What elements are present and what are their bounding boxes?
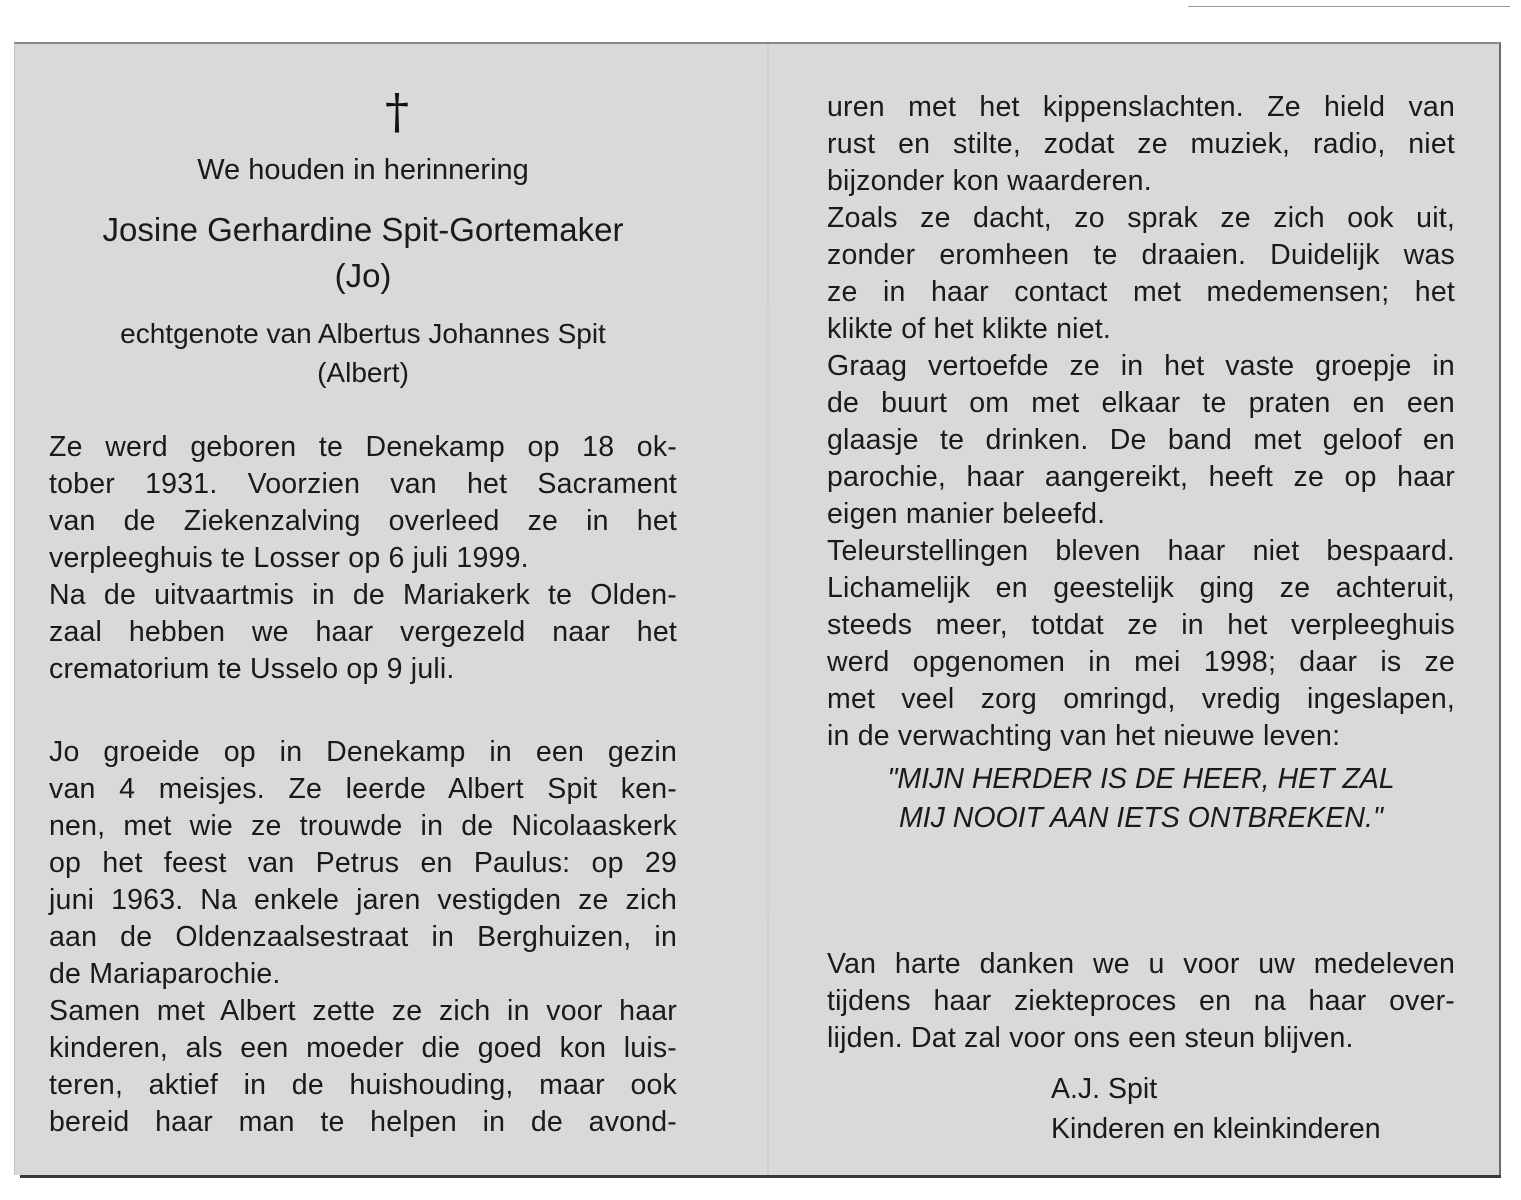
text-line: zonder eromheen te draaien. Duidelijk was [827,239,1455,271]
deceased-name: Josine Gerhardine Spit-Gortemaker [102,211,624,248]
text-line: van de Ziekenzalving overleed ze in het [49,505,677,537]
text-line: nen, met wie ze trouwde in de Nicolaaskerk [49,810,677,842]
text-line: teren, aktief in de huishouding, maar ook [49,1069,677,1101]
text-line: parochie, haar aangereikt, heeft ze op haar [827,461,1455,493]
spouse-nickname: (Albert) [317,357,409,388]
bio-continuation [827,89,1455,755]
thanks-paragraph [827,946,1455,1057]
text-line: klikte of het klikte niet. [827,313,1111,345]
text-line: met veel zorg omringd, vredig ingeslapen, [827,683,1455,715]
text-line: aan de Oldenzaalsestraat in Berghuizen, in [49,921,677,953]
text-line: Graag vertoefde ze in het vaste groepje in [827,350,1455,382]
text-line: Na de uitvaartmis in de Mariakerk te Olden- [49,579,677,611]
text-line: bereid haar man te helpen in de avond- [49,1106,677,1138]
text-line: werd opgenomen in mei 1998; daar is ze [827,646,1455,678]
text-line: steeds meer, totdat ze in het verpleeghuis [827,609,1455,641]
text-line: tijdens haar ziekteproces en na haar over- [827,985,1455,1017]
text-line: eigen manier beleefd. [827,498,1106,530]
text-line: Jo groeide op in Denekamp in een gezin [49,736,677,768]
text-line: Samen met Albert zette ze zich in voor haar [49,995,677,1027]
memorial-card [14,42,1501,1175]
text-line: Lichamelijk en geestelijk ging ze achteruit, [827,572,1455,604]
card-fold [767,44,769,1175]
text-line: op het feest van Petrus en Paulus: op 29 [49,847,677,879]
card-bottom-edge [20,1175,1501,1178]
signature-name: A.J. Spit [1051,1073,1158,1105]
text-line: de buurt om met elkaar te praten en een [827,387,1455,419]
text-line: in de verwachting van het nieuwe leven: [827,720,1341,752]
text-line: crematorium te Usselo op 9 juli. [49,653,455,685]
text-line: de Mariaparochie. [49,958,281,990]
psalm-quote-line-2: MIJ NOOIT AAN IETS ONTBREKEN." [898,802,1384,834]
text-line: ze in haar contact met medemensen; het [827,276,1455,308]
text-line: Zoals ze dacht, zo sprak ze zich ook uit, [827,202,1455,234]
signature-family: Kinderen en kleinkinderen [1051,1113,1381,1145]
text-line: kinderen, als een moeder die goed kon luis- [49,1032,677,1064]
text-line: juni 1963. Na enkele jaren vestigden ze zich [49,884,677,916]
text-line: Ze werd geboren te Denekamp op 18 ok- [49,431,677,463]
psalm-quote-line-1: "MIJN HERDER IS DE HEER, HET ZAL [887,763,1395,795]
text-line: zaal hebben we haar vergezeld naar het [49,616,677,648]
text-line: lijden. Dat zal voor ons een steun blijven. [827,1022,1354,1054]
bio-paragraph-1 [49,429,677,688]
text-line: Van harte danken we u voor uw medeleven [827,948,1455,980]
bio-paragraph-2 [49,734,677,1141]
text-line: uren met het kippenslachten. Ze hield van [827,91,1455,123]
text-line: glaasje te drinken. De band met geloof en [827,424,1455,456]
text-line: rust en stilte, zodat ze muziek, radio, niet [827,128,1455,160]
text-line: Teleurstellingen bleven haar niet bespaard. [827,535,1455,567]
text-line: verpleeghuis te Losser op 6 juli 1999. [49,542,529,574]
scan-edge-line [1188,6,1510,7]
cross-icon: † [385,84,409,140]
remembrance-heading: We houden in herinnering [197,154,529,186]
deceased-nickname: (Jo) [334,257,392,294]
spouse-line: echtgenote van Albertus Johannes Spit [120,318,606,349]
text-line: tober 1931. Voorzien van het Sacrament [49,468,677,500]
text-line: bijzonder kon waarderen. [827,165,1152,197]
text-line: van 4 meisjes. Ze leerde Albert Spit ken- [49,773,677,805]
